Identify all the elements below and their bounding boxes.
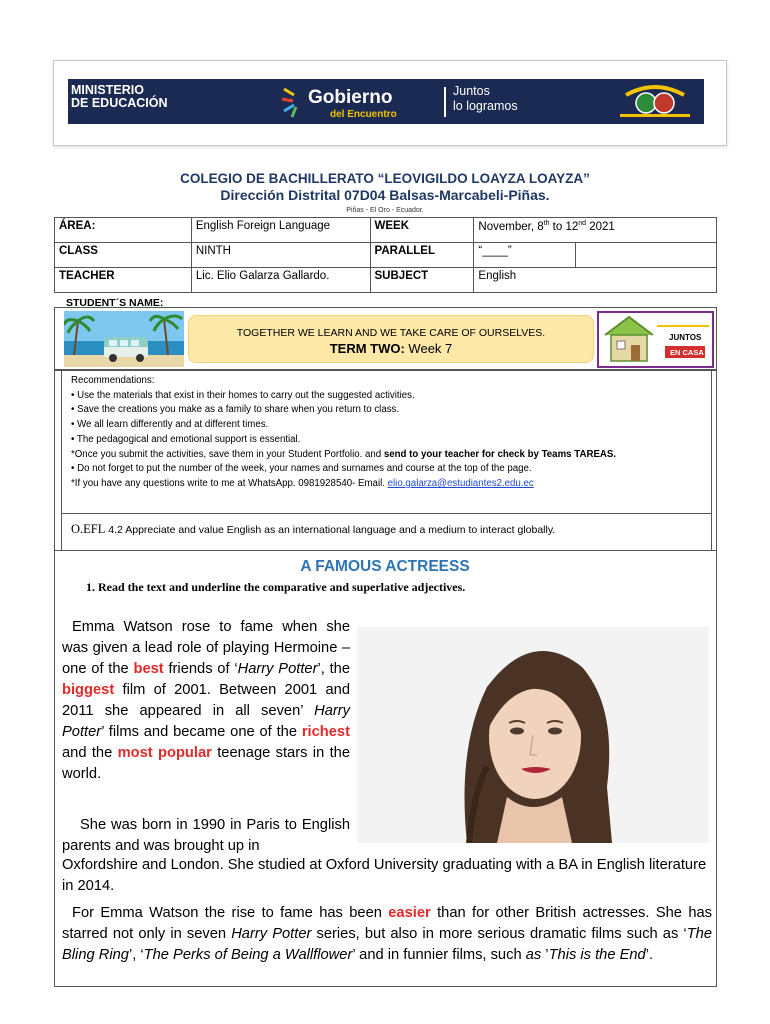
table-row (55, 218, 717, 243)
reading-title: A FAMOUS ACTREESS (300, 558, 470, 575)
area-value: English Foreign Language (191, 218, 370, 243)
gobierno-arrows-icon (280, 85, 306, 119)
recommendation-item: • The pedagogical and emotional support is essential. (71, 433, 301, 445)
text-run: ’, ‘ (128, 947, 144, 963)
week-sup-2: nd (578, 220, 587, 227)
recommendation-item: • Do not forget to put the number of the week, your names and surnames and course at the top of the page. (71, 463, 532, 475)
term-label: TERM TWO: (329, 341, 405, 356)
text-run: ’. (645, 947, 654, 963)
gobierno-logo-text: Gobierno (308, 87, 393, 108)
text-run: ’ films and became one of the (101, 724, 302, 740)
week-value-part-1: November, 8 (478, 220, 544, 233)
paragraph-3 (62, 903, 712, 966)
header-logo-box (53, 60, 727, 146)
text-run: series, but also in more serious dramatic films such as ‘ (311, 926, 687, 942)
logo-separator (444, 87, 446, 117)
title-harry-potter: Harry Potter (231, 926, 312, 942)
text-run: ’ and in funnier films, such (352, 947, 526, 963)
recommendation-item (71, 477, 702, 492)
text-run: than for other British actresses. She has starred not only in seven (62, 905, 712, 942)
text-run: as (525, 947, 542, 963)
text-run: Emma Watson rose to fame when she was given a lead role of playing Hermoine – one of the (62, 619, 350, 677)
teacher-value: Lic. Elio Galarza Gallardo. (191, 268, 370, 293)
class-label: CLASS (55, 243, 192, 268)
text-run: friends of ‘ (163, 661, 238, 677)
juntos-line-1: Juntos (453, 84, 490, 98)
text-run: ’, the (317, 661, 351, 677)
paragraph-2-end: Oxfordshire and London. She studied at Oxford University graduating with a BA in English literature in 2014. (62, 857, 707, 894)
week-value (474, 218, 717, 243)
contact-text: *If you have any questions write to me at WhatsApp. 0981928540- Email. (71, 477, 388, 489)
teacher-label: TEACHER (55, 268, 192, 293)
government-banner (68, 79, 704, 124)
school-location: Piñas - El Oro - Ecuador. (346, 207, 424, 214)
term-week-number: Week 7 (404, 341, 453, 356)
term-banner (188, 315, 594, 363)
del-encuentro-text: del Encuentro (330, 109, 397, 120)
week-sup-1: th (543, 220, 550, 227)
recommendation-item: • We all learn differently and at different times. (71, 419, 269, 431)
superlative-most-popular: most popular (117, 745, 212, 761)
school-name: COLEGIO DE BACHILLERATO “LEOVIGILDO LOAYZA LOAYZA” (180, 171, 590, 186)
text-run: For Emma Watson the rise to fame has been (72, 905, 389, 921)
recommendations-title: Recommendations: (71, 375, 155, 386)
ministry-logo-text (71, 84, 168, 110)
email-link[interactable]: elio.galarza@estudiantes2.edu.ec (387, 477, 534, 489)
recommendation-item: • Use the materials that exist in their homes to carry out the suggested activities. (71, 389, 415, 401)
juntos-en-casa-logo (597, 311, 714, 368)
week-value-part-3: 2021 (586, 220, 615, 233)
en-casa-sign-text: EN CASA (670, 348, 704, 357)
actress-photo (357, 627, 709, 843)
parallel-label: PARALLEL (370, 243, 474, 268)
objective-row (61, 514, 712, 551)
student-name-field[interactable]: STUDENT´S NAME: _________________________________ (66, 297, 360, 309)
title-harry-potter: Harry Potter (237, 661, 318, 677)
reading-instruction: 1. Read the text and underline the comparative and superlative adjectives. (86, 580, 466, 594)
ministry-line-2: DE EDUCACIÓN (71, 96, 168, 110)
juntos-logo-text (453, 84, 518, 114)
recommendation-item (71, 448, 702, 463)
week-value-part-2: to 12 (549, 220, 579, 233)
title-harry-potter: Harry Potter (62, 703, 350, 740)
portfolio-text: *Once you submit the activities, save them in your Student Portfolio. and (71, 448, 384, 460)
recommendations-box (54, 370, 717, 551)
subject-label: SUBJECT (370, 268, 474, 293)
beach-van-image (64, 311, 184, 367)
paragraph-1 (62, 617, 350, 785)
subject-value: English (474, 268, 717, 293)
term-week (189, 341, 593, 356)
title-bling-ring: The Bling Ring (62, 926, 712, 963)
text-run: and the (62, 745, 118, 761)
class-value: NINTH (191, 243, 370, 268)
title-this-is-the-end: This is the End (548, 947, 646, 963)
comparative-easier: easier (388, 905, 431, 921)
superlative-best: best (133, 661, 164, 677)
text-run: film of 2001. Between 2001 and 2011 she appeared in all seven’ (62, 682, 350, 719)
week-label: WEEK (370, 218, 474, 243)
area-label: ÁREA: (55, 218, 192, 243)
parallel-value: “____” (474, 243, 576, 268)
juntos-sign-text: JUNTOS (669, 333, 702, 342)
objective-code: O.EFL (71, 522, 106, 536)
house-icon (599, 313, 712, 366)
term-motto: TOGETHER WE LEARN AND WE TAKE CARE OF OURSELVES. (236, 327, 546, 339)
objective-text: 4.2 Appreciate and value English as an international language and a medium to interact globally. (105, 524, 556, 536)
ministry-line-1: MINISTERIO (71, 83, 144, 97)
text-run: ’ (541, 947, 549, 963)
recommendations-list (61, 371, 712, 514)
empty-cell (576, 243, 717, 268)
table-row (55, 268, 717, 293)
district-name: Dirección Distrital 07D04 Balsas-Marcabeli-Piñas. (220, 187, 550, 203)
info-table (54, 217, 717, 293)
superlative-richest: richest (301, 724, 350, 740)
superlative-biggest: biggest (62, 682, 115, 698)
term-box (54, 307, 717, 370)
recommendation-item: • Save the creations you make as a family to share when you return to class. (71, 404, 400, 416)
send-teacher-text: send to your teacher for check by Teams TAREAS. (383, 448, 617, 460)
table-row (55, 243, 717, 268)
school-crest-icon (608, 81, 702, 121)
title-perks-wallflower: The Perks of Being a Wallflower (143, 947, 353, 963)
paragraph-2-start: She was born in 1990 in Paris to English parents and was brought up in (62, 817, 350, 854)
portrait-image (357, 627, 709, 843)
juntos-line-2: lo logramos (453, 99, 518, 113)
text-run: teenage stars in the world. (62, 745, 350, 782)
